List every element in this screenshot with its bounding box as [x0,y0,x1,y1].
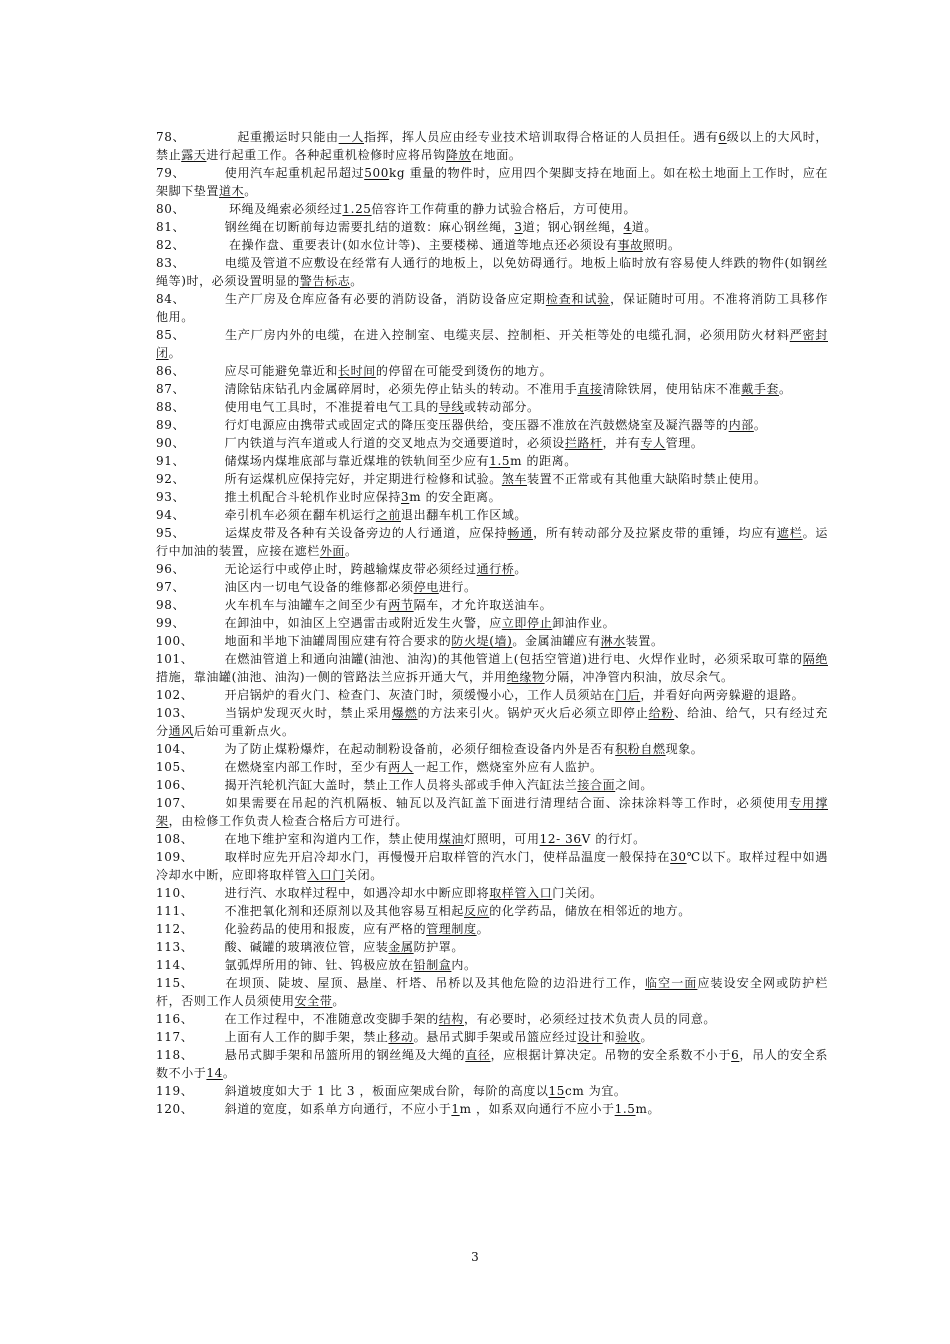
answer-blank: 戴手套 [741,382,780,396]
list-item [156,1100,828,1118]
answer-blank: 15 [548,1084,566,1098]
item-text: 储煤场内煤堆底部与靠近煤堆的铁轨间至少应有 [212,454,490,468]
item-text: 灯照明，可用 [464,832,540,846]
list-item [156,470,828,488]
list-item [156,236,828,254]
answer-blank: 入口门 [307,868,346,882]
list-item [156,1046,828,1082]
item-number: 114、 [156,958,194,972]
item-text: 退出翻车机工作区域。 [401,508,528,522]
answer-blank: 通风 [168,724,194,738]
item-text: 在燃烧室内部工作时，至少有 [212,760,389,774]
answer-blank: 反应 [464,904,490,918]
item-number: 109、 [156,850,194,864]
item-number: 96、 [156,562,186,576]
list-item [156,452,828,470]
item-text: 在操作盘、重要表计(如水位计等)、主要楼梯、通道等地点还必须设有 [212,238,618,252]
item-number: 117、 [156,1030,194,1044]
list-item [156,938,828,956]
item-text: ，应根据计算决定。吊物的安全系数不小于 [490,1048,732,1062]
item-number: 78、 [156,130,186,144]
item-text: 。 [476,922,490,936]
answer-blank: 门后 [615,688,641,702]
answer-blank: 1 [451,1102,460,1116]
list-item [156,632,828,650]
item-text: kg 重量的物件时，应用四个架脚支持在地面上。如在松土地面上工作时，应在架脚下垫置 [156,166,828,198]
item-text: 牵引机车必须在翻车机运行 [212,508,376,522]
answer-blank: 直接 [577,382,603,396]
answer-blank: 直径 [465,1048,491,1062]
list-item [156,164,828,200]
answer-blank: 结构 [438,1012,465,1026]
item-number: 104、 [156,742,194,756]
item-text: 如果需要在吊起的汽机隔板、轴瓦以及汽缸盖下面进行清理结合面、涂抹涂料等工作时，必须使用 [212,796,790,810]
item-text: ，所有转动部分及拉紧皮带的重锤，均应有 [533,526,777,540]
item-text: 火车机车与油罐车之间至少有 [212,598,389,612]
item-text: 卸油作业。 [552,616,616,630]
answer-blank: 验收 [615,1030,641,1044]
answer-blank: 道木 [219,184,245,198]
item-text: 电缆及管道不应敷设在经常有人通行的地板上，以免妨碍通行。地板上临时放有容易使人绊跌的物件(如钢丝绳等)时，必须设置明显的 [156,256,828,288]
item-number: 110、 [156,886,194,900]
item-text: 指挥，挥人员应由经专业技术培训取得合格证的人员担任。遇有 [363,130,719,144]
item-text: 氩弧焊所用的铈、钍、钨极应放在 [212,958,414,972]
answer-blank: 拦路杆 [564,436,603,450]
item-text: 厂内铁道与汽车道或人行道的交叉地点为交通要道时，必须设 [212,436,565,450]
item-number: 120、 [156,1102,194,1116]
answer-blank: 临空一面 [645,976,698,990]
item-number: 90、 [156,436,186,450]
item-text: 进行汽、水取样过程中，如遇冷却水中断应即将 [212,886,490,900]
list-item [156,614,828,632]
item-text: 应尽可能避免靠近和 [212,364,339,378]
list-item [156,884,828,902]
item-text: 斜道坡度如大于 1 比 3 ，板面应架成台阶，每阶的高度以 [212,1084,549,1098]
item-text: 开启锅炉的看火门、检查门、灰渣门时，须缓慢小心，工作人员须站在 [212,688,616,702]
item-text: ，保证随时可用。不准将消防工具移作他用。 [156,292,828,324]
list-item [156,506,828,524]
item-text: 装置。 [625,634,664,648]
item-text: 。 [222,1066,236,1080]
item-text: 之间。 [615,778,654,792]
answer-blank: 金属 [388,940,414,954]
item-text: 措施，靠油罐(油池、油沟)一侧的管路法兰应拆开通大气，并用 [156,670,507,684]
answer-blank: 500 [364,166,389,180]
item-text: 的方法来引火。锅炉灭火后必须立即停止 [417,706,649,720]
item-text: 斜道的宽度，如系单方向通行，不应小于 [212,1102,452,1116]
answer-blank: 爆燃 [391,706,418,720]
answer-blank: 防火堤(墙) [451,634,513,648]
answer-blank: 煤油 [438,832,465,846]
list-item [156,578,828,596]
answer-blank: 接合面 [577,778,616,792]
item-text: 。 [345,544,358,558]
item-text: 或转动部分。 [464,400,540,414]
item-text: 。 [514,562,528,576]
item-number: 99、 [156,616,186,630]
item-text: 应装设安全网或防护栏杆，否则工作人员须使用 [156,976,828,1008]
answer-blank: 专人 [640,436,666,450]
item-text: 在地下维护室和沟道内工作，禁止使用 [212,832,439,846]
list-item [156,1010,828,1028]
list-item [156,848,828,884]
item-text: 。 [350,274,363,288]
item-number: 86、 [156,364,186,378]
list-item [156,920,828,938]
item-number: 91、 [156,454,186,468]
item-text: 在工作过程中，不准随意改变脚手架的 [212,1012,439,1026]
item-text: 的停留在可能受到烫伤的地方。 [375,364,553,378]
item-text: 使用电气工具时，不准提着电气工具的 [212,400,439,414]
item-text: 后始可重新点火。 [193,724,295,738]
answer-blank: 严密封闭 [156,328,828,360]
item-text: 生产厂房及仓库应备有必要的消防设备，消防设备应定期 [212,292,546,306]
item-number: 92、 [156,472,186,486]
list-item [156,956,828,974]
item-number: 111、 [156,904,194,918]
answer-blank: 1.5 [489,454,511,468]
item-text: 门关闭。 [552,886,603,900]
item-text: 酸、碱罐的玻璃液位管，应装 [212,940,389,954]
item-text: ℃以下。取样过程中如遇冷却水中断，应即将取样管 [156,850,828,882]
list-item [156,758,828,776]
item-text: 防护罩。 [413,940,465,954]
item-text: 。 [244,184,257,198]
item-number: 116、 [156,1012,194,1026]
item-text: 悬吊式脚手架和吊篮所用的钢丝绳及大绳的 [212,1048,466,1062]
item-text: m ，如系双向通行不应小于 [459,1102,615,1116]
list-item [156,596,828,614]
list-item [156,686,828,704]
answer-blank: 一人 [338,130,364,144]
item-text: 油区内一切电气设备的维修都必须 [212,580,414,594]
list-item [156,362,828,380]
item-number: 85、 [156,328,186,342]
list-item [156,776,828,794]
answer-blank: 取样管入口 [489,886,553,900]
item-text: m。 [635,1102,661,1116]
item-text: 。 [753,418,767,432]
item-number: 105、 [156,760,194,774]
item-text: ，由检修工作负责人检查合格后方可进行。 [168,814,409,828]
item-text: 在燃油管道上和通向油罐(油池、油沟)的其他管道上(包括空管道)进行电、火焊作业时，必须采取可靠的 [212,652,803,666]
item-text: 行灯电源应由携带式或固定式的降压变压器供给，变压器不准放在汽鼓燃烧室及凝汽器等的 [212,418,729,432]
item-number: 101、 [156,652,194,666]
item-number: 93、 [156,490,186,504]
item-text: cm 为宜。 [565,1084,627,1098]
list-item [156,830,828,848]
item-text: 在坝顶、陡坡、屋顶、悬崖、杆塔、吊桥以及其他危险的边沿进行工作， [212,976,645,990]
item-text: m 的距离。 [510,454,577,468]
item-number: 106、 [156,778,194,792]
list-item [156,434,828,452]
answer-blank: 检查和试验 [545,292,611,306]
list-item [156,1028,828,1046]
list-item [156,794,828,830]
item-text: 化验药品的使用和报废，应有严格的 [212,922,427,936]
list-item [156,398,828,416]
item-text: 钢丝绳在切断前每边需要扎结的道数：麻心钢丝绳， [212,220,515,234]
answer-blank: 30 [670,850,687,864]
item-number: 95、 [156,526,186,540]
answer-blank: 之前 [375,508,402,522]
answer-blank: 3 [401,490,410,504]
list-item [156,416,828,434]
item-text: 一起工作，燃烧室外应有人监护。 [413,760,603,774]
question-list [156,128,828,1118]
answer-blank: 14 [206,1066,223,1080]
item-text: 现象。 [665,742,704,756]
answer-blank: 铅制盒 [413,958,452,972]
item-text: 。悬吊式脚手架或吊篮应经过 [413,1030,578,1044]
list-item [156,974,828,1010]
list-item [156,128,828,164]
answer-blank: 外面 [319,544,346,558]
item-text: 的化学药品，储放在相邻近的地方。 [489,904,691,918]
item-text: 不准把氧化剂和还原剂以及其他容易互相起 [212,904,465,918]
answer-blank: 6 [731,1048,740,1062]
item-text: 照明。 [642,238,681,252]
answer-blank: 遮栏 [776,526,803,540]
item-text: 清除铁屑，使用钻床不准 [602,382,742,396]
item-text: 环绳及绳索必须经过 [212,202,343,216]
list-item [156,704,828,740]
item-number: 83、 [156,256,186,270]
answer-blank: 通行桥 [476,562,515,576]
answer-blank: 12- 36 [539,832,582,846]
item-number: 119、 [156,1084,194,1098]
list-item [156,488,828,506]
list-item [156,380,828,398]
item-number: 88、 [156,400,186,414]
answer-blank: 3 [514,220,523,234]
answer-blank: 移动 [388,1030,414,1044]
item-text: 生产厂房内外的电缆，在进入控制室、电缆夹层、控制柜、开关柜等处的电缆孔洞，必须用防火材料 [212,328,790,342]
answer-blank: 煞车 [501,472,528,486]
item-text: 所有运煤机应保持完好，并定期进行检修和试验。 [212,472,502,486]
item-number: 79、 [156,166,186,180]
item-number: 103、 [156,706,194,720]
answer-blank: 绝缘物 [506,670,545,684]
item-text: 运煤皮带及各种有关设备旁边的人行通道，应保持 [212,526,508,540]
item-number: 98、 [156,598,186,612]
answer-blank: 畅通 [507,526,534,540]
item-number: 102、 [156,688,194,702]
answer-blank: 安全带 [294,994,333,1008]
item-number: 115、 [156,976,194,990]
item-text: 。 [779,382,792,396]
item-text: 。 [640,1030,654,1044]
answer-blank: 事故 [617,238,643,252]
item-number: 82、 [156,238,186,252]
item-text: 当锅炉发现灭火时，禁止采用 [212,706,392,720]
answer-blank: 给粉 [648,706,675,720]
list-item [156,326,828,362]
answer-blank: 6 [718,130,727,144]
item-number: 108、 [156,832,194,846]
item-text: 级以上的大风时，禁止 [156,130,828,162]
item-text: 地面和半地下油罐周围应建有符合要求的 [212,634,452,648]
page-number: 3 [471,1250,479,1264]
list-item [156,200,828,218]
item-number: 80、 [156,202,186,216]
item-text: 上面有人工作的脚手架，禁止 [212,1030,389,1044]
answer-blank: 两节 [388,598,414,612]
answer-blank: 专用撑架 [156,796,828,828]
item-text: 倍容许工作荷重的静力试验合格后，方可使用。 [371,202,637,216]
item-number: 94、 [156,508,186,522]
item-text: 管理。 [665,436,704,450]
item-text: ，并看好向两旁躲避的退路。 [640,688,805,702]
item-text: V 的行灯。 [581,832,646,846]
item-text: 道。 [631,220,657,234]
answer-blank: 1.25 [342,202,372,216]
item-number: 89、 [156,418,186,432]
answer-blank: 设计 [577,1030,603,1044]
item-text: 清除钻床钻孔内金属碎屑时，必须先停止钻头的转动。不准用手 [212,382,578,396]
item-text: 为了防止煤粉爆炸，在起动制粉设备前，必须仔细检查设备内外是否有 [212,742,616,756]
item-text: 无论运行中或停止时，跨越输煤皮带必须经过 [212,562,477,576]
list-item [156,740,828,758]
answer-blank: 降放 [445,148,472,162]
item-text: 推土机配合斗轮机作业时应保持 [212,490,402,504]
list-item [156,290,828,326]
list-item [156,902,828,920]
item-text: 装置不正常或有其他重大缺陷时禁止使用。 [527,472,767,486]
answer-blank: 4 [623,220,632,234]
list-item [156,1082,828,1100]
answer-blank: 管理制度 [426,922,477,936]
item-text: 使用汽车起重机起吊超过 [212,166,365,180]
list-item [156,650,828,686]
item-text: 进行。 [438,580,477,594]
item-text: 在卸油中，如油区上空遇雷击或附近发生火警，应 [212,616,502,630]
item-number: 112、 [156,922,194,936]
item-number: 107、 [156,796,194,810]
item-text: 。 [168,346,182,360]
item-text: 揭开汽轮机汽缸大盖时，禁止工作人员将头部或手伸入汽缸法兰 [212,778,578,792]
item-text: 隔车，才允许取送油车。 [413,598,553,612]
item-text: ，并有 [602,436,641,450]
item-number: 113、 [156,940,194,954]
list-item [156,254,828,290]
item-number: 118、 [156,1048,194,1062]
item-text: 取样时应先开启冷却水门，再慢慢开启取样管的汽水门，使样品温度一般保持在 [212,850,671,864]
list-item [156,560,828,578]
answer-blank: 警告标志 [299,274,351,288]
list-item [156,218,828,236]
answer-blank: 长时间 [338,364,376,378]
item-text: 。金属油罐应有 [512,634,601,648]
answer-blank: 两人 [388,760,414,774]
answer-blank: 1.5 [614,1102,636,1116]
answer-blank: 立即停止 [501,616,553,630]
item-text: ，吊人的安全系数不小于 [156,1048,829,1080]
list-item [156,524,828,560]
item-number: 97、 [156,580,186,594]
item-number: 100、 [156,634,194,648]
item-text: 内。 [451,958,477,972]
item-text: 、给油、给气，只有经过充分 [156,706,829,738]
item-number: 84、 [156,292,186,306]
answer-blank: 停电 [413,580,439,594]
answer-blank: 内部 [728,418,754,432]
answer-blank: 淋水 [600,634,626,648]
item-number: 81、 [156,220,186,234]
item-text: 和 [602,1030,616,1044]
item-text: 起重搬运时只能由 [212,130,339,144]
answer-blank: 隔绝 [802,652,828,666]
item-text: 道；钢心钢丝绳， [522,220,624,234]
item-text: 。运行中加油的装置，应接在遮栏 [156,526,828,558]
item-text: ，有必要时，必须经过技术负责人员的同意。 [464,1012,717,1026]
answer-blank: 积粉自燃 [615,742,666,756]
item-text: 。 [332,994,346,1008]
item-text: 分隔，冲净管内积油，放尽余气。 [544,670,734,684]
item-text: 关闭。 [345,868,383,882]
item-number: 87、 [156,382,186,396]
item-text: m 的安全距离。 [409,490,502,504]
item-text: 进行起重工作。各种起重机检修时应将吊钩 [206,148,446,162]
answer-blank: 露天 [181,148,207,162]
answer-blank: 导线 [438,400,465,414]
item-text: 在地面。 [471,148,522,162]
